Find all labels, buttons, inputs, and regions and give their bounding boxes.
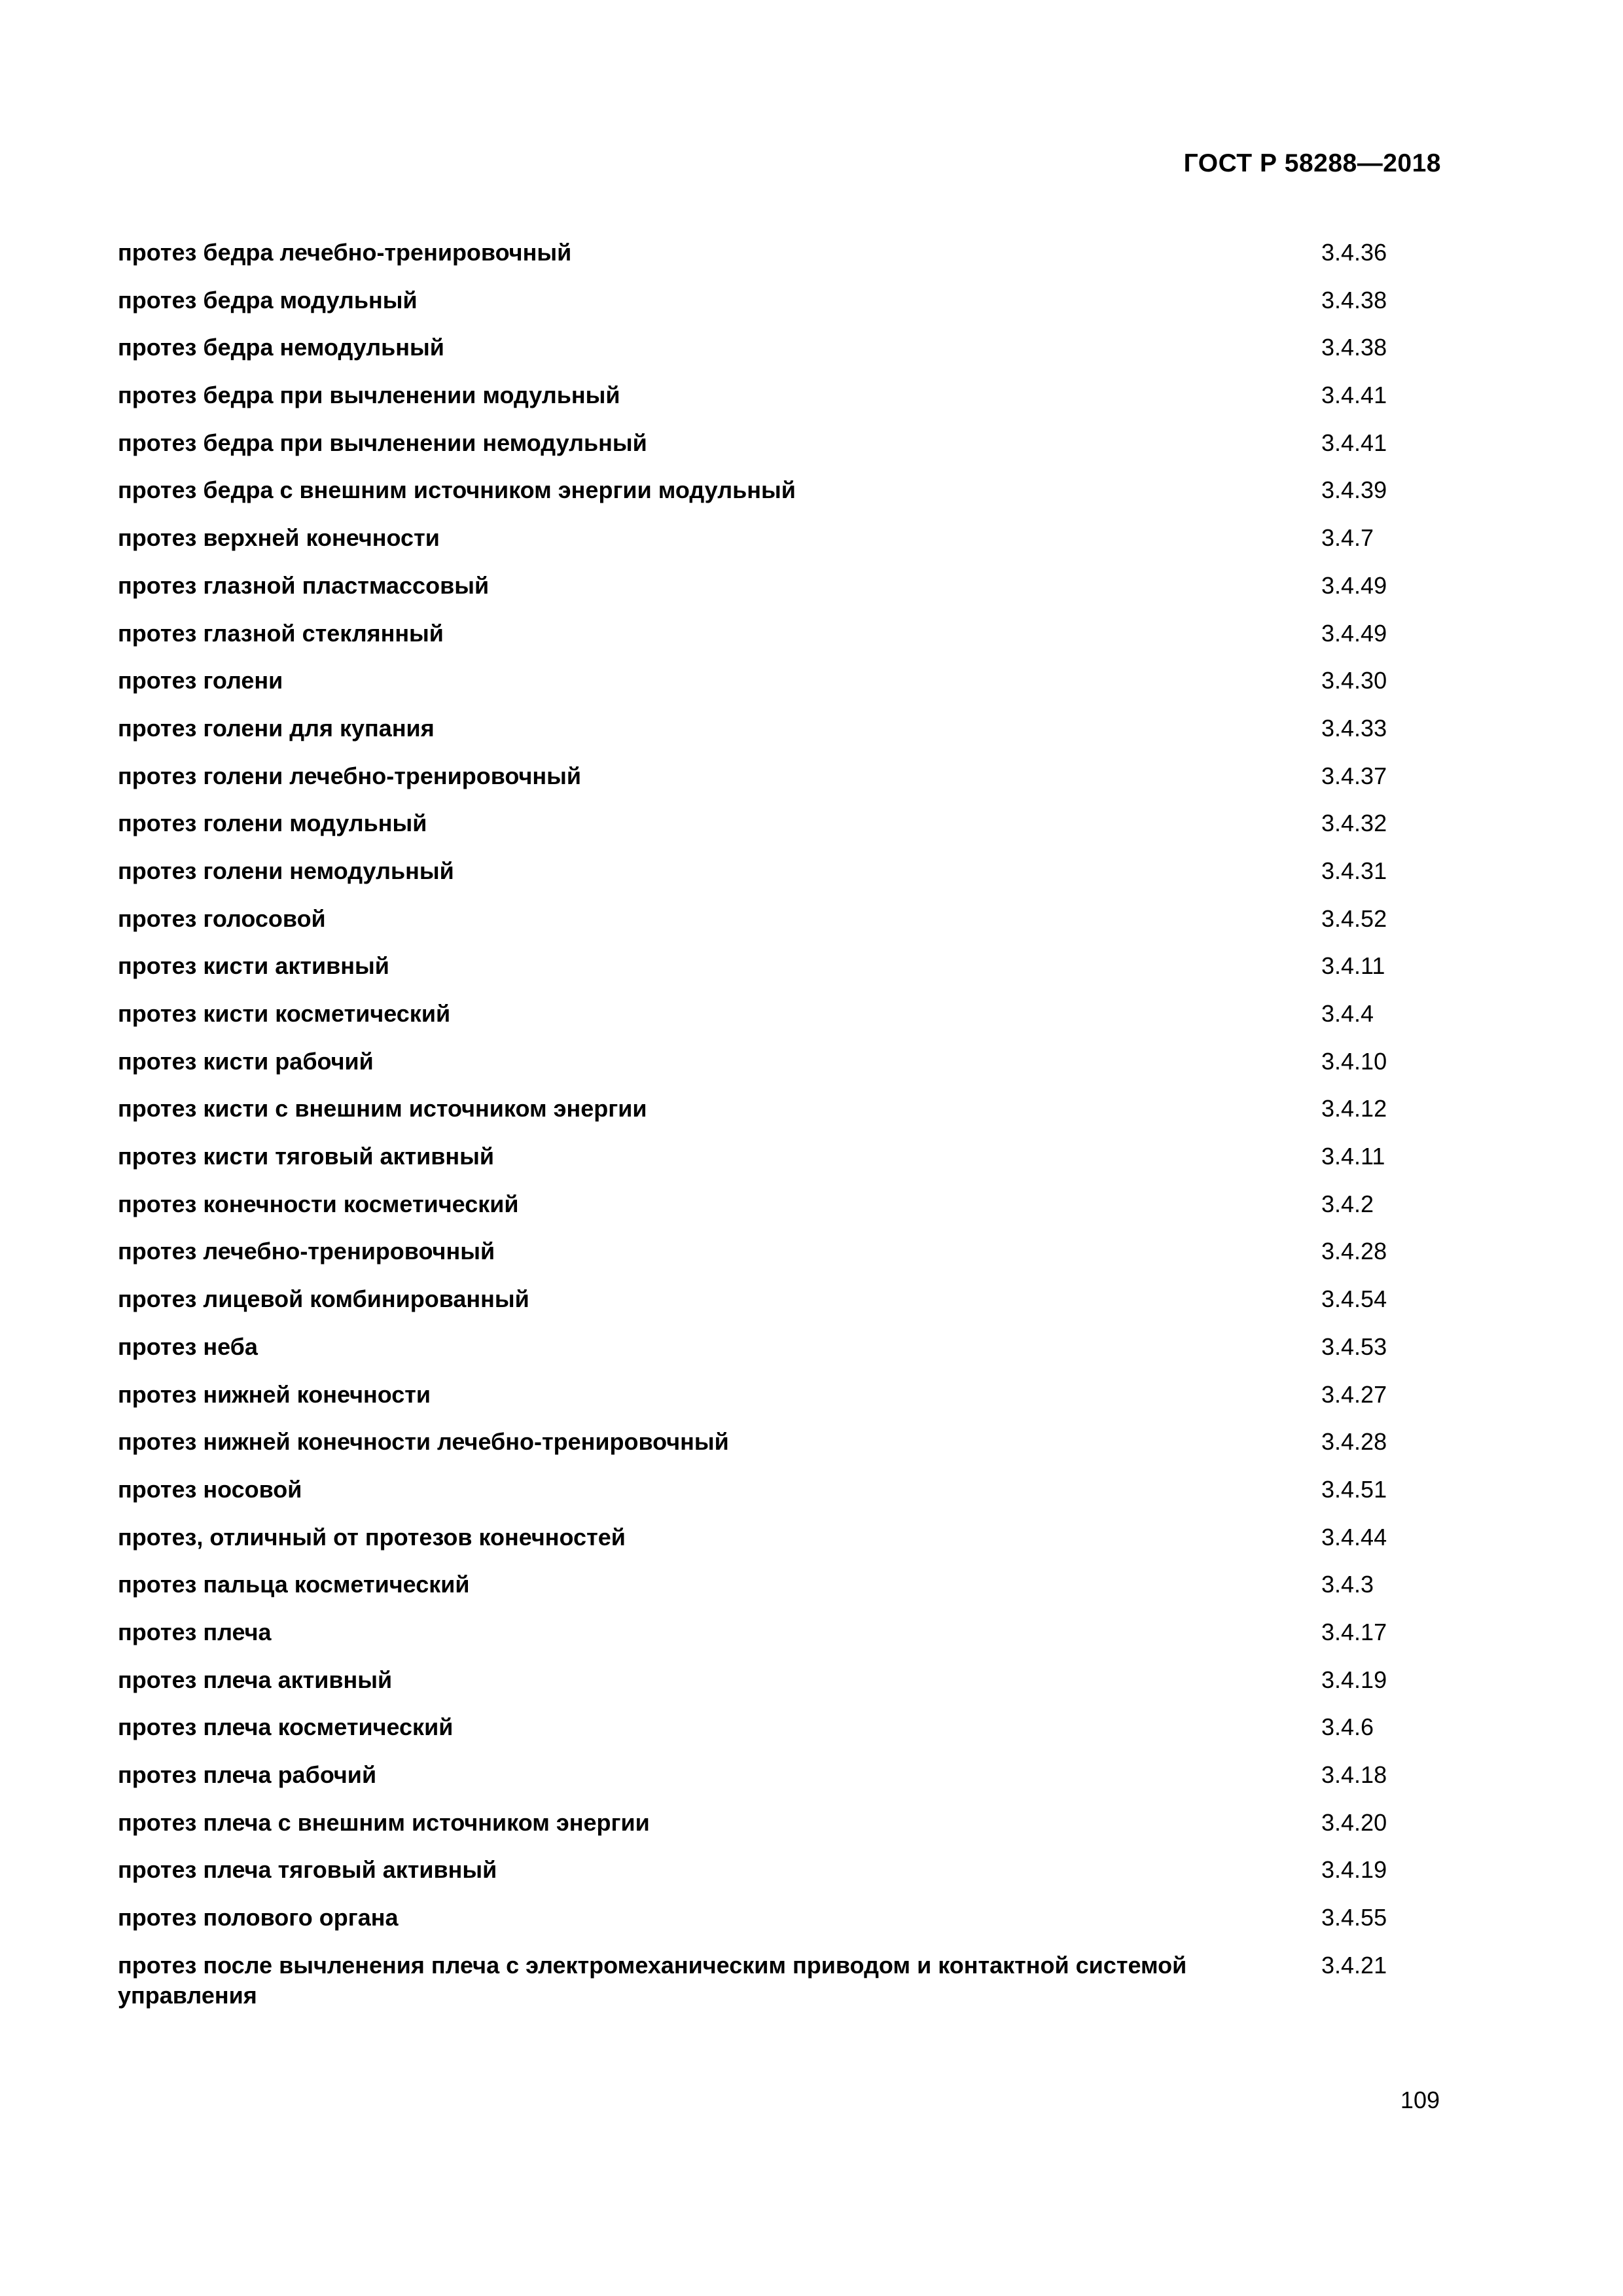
index-reference: 3.4.21 xyxy=(1321,1951,1387,1979)
index-term: протез полового органа xyxy=(118,1904,399,1931)
index-term: протез бедра при вычленении модульный xyxy=(118,382,620,409)
index-entry xyxy=(118,1808,1446,1856)
index-reference: 3.4.32 xyxy=(1321,810,1387,837)
index-entry xyxy=(118,1284,1446,1332)
index-term: протез лечебно-тренировочный xyxy=(118,1238,495,1265)
index-entry xyxy=(118,1522,1446,1570)
index-reference: 3.4.2 xyxy=(1321,1190,1374,1217)
index-reference: 3.4.53 xyxy=(1321,1333,1387,1360)
index-reference: 3.4.37 xyxy=(1321,762,1387,789)
index-entry xyxy=(118,1094,1446,1141)
index-reference: 3.4.4 xyxy=(1321,1000,1374,1027)
index-reference: 3.4.18 xyxy=(1321,1761,1387,1788)
index-entry xyxy=(118,856,1446,904)
index-reference: 3.4.49 xyxy=(1321,619,1387,647)
index-term: протез голени для купания xyxy=(118,714,435,742)
index-term: протез кисти косметический xyxy=(118,1000,451,1027)
index-entry xyxy=(118,1760,1446,1808)
index-term: протез кисти с внешним источником энергии xyxy=(118,1095,647,1122)
index-reference: 3.4.28 xyxy=(1321,1238,1387,1265)
index-entry xyxy=(118,1665,1446,1713)
index-term: протез голосовой xyxy=(118,905,326,932)
index-reference: 3.4.39 xyxy=(1321,476,1387,504)
index-term: протез плеча xyxy=(118,1618,272,1645)
index-reference: 3.4.52 xyxy=(1321,905,1387,932)
index-entry xyxy=(118,1855,1446,1903)
index-entry xyxy=(118,1475,1446,1522)
index-entry xyxy=(118,1903,1446,1950)
index-reference: 3.4.38 xyxy=(1321,286,1387,314)
index-reference: 3.4.49 xyxy=(1321,571,1387,599)
page-number: 109 xyxy=(1400,2087,1440,2113)
index-term: протез бедра немодульный xyxy=(118,334,444,361)
index-reference: 3.4.12 xyxy=(1321,1095,1387,1122)
index-entry xyxy=(118,1617,1446,1665)
index-entry xyxy=(118,1380,1446,1427)
index-entry xyxy=(118,666,1446,713)
index-reference: 3.4.19 xyxy=(1321,1666,1387,1693)
index-term: протез кисти рабочий xyxy=(118,1047,374,1075)
index-reference: 3.4.30 xyxy=(1321,667,1387,694)
index-term: протез плеча рабочий xyxy=(118,1761,377,1788)
index-term: протез кисти активный xyxy=(118,952,389,980)
index-entry xyxy=(118,571,1446,619)
index-term: протез лицевой комбинированный xyxy=(118,1285,529,1313)
index-reference: 3.4.27 xyxy=(1321,1380,1387,1408)
index-reference: 3.4.41 xyxy=(1321,382,1387,409)
index-entry xyxy=(118,951,1446,999)
index-term: протез глазной стеклянный xyxy=(118,619,444,647)
index-entry xyxy=(118,904,1446,952)
index-reference: 3.4.19 xyxy=(1321,1856,1387,1884)
index-reference: 3.4.11 xyxy=(1321,1143,1385,1170)
index-reference: 3.4.28 xyxy=(1321,1428,1387,1456)
index-entry xyxy=(118,713,1446,761)
index-term: протез голени лечебно-тренировочный xyxy=(118,762,581,789)
index-reference: 3.4.44 xyxy=(1321,1523,1387,1551)
index-entry xyxy=(118,332,1446,380)
index-term: протез бедра лечебно-тренировочный xyxy=(118,239,572,266)
index-term: протез бедра при вычленении немодульный xyxy=(118,429,647,456)
index-reference: 3.4.31 xyxy=(1321,857,1387,884)
index-term: протез плеча тяговый активный xyxy=(118,1856,497,1884)
index-term: протез голени модульный xyxy=(118,810,427,837)
index-term: протез нижней конечности лечебно-тренировочный xyxy=(118,1428,729,1456)
index-reference: 3.4.51 xyxy=(1321,1475,1387,1503)
index-entry xyxy=(118,1141,1446,1189)
index-entry xyxy=(118,1047,1446,1094)
index-term: протез, отличный от протезов конечностей xyxy=(118,1523,626,1551)
index-entry xyxy=(118,475,1446,523)
index-reference: 3.4.38 xyxy=(1321,334,1387,361)
index-entry xyxy=(118,380,1446,428)
index-entry xyxy=(118,1427,1446,1475)
index-term: протез после вычленения плеча с электромеханическим приводом и контактной системой управления xyxy=(118,1951,1187,2009)
index-entry xyxy=(118,238,1446,285)
index-term: протез неба xyxy=(118,1333,258,1360)
index-entry xyxy=(118,1950,1446,2011)
index-term: протез носовой xyxy=(118,1475,302,1503)
index-term: протез бедра с внешним источником энергии модульный xyxy=(118,476,796,504)
index-reference: 3.4.3 xyxy=(1321,1571,1374,1598)
index-reference: 3.4.36 xyxy=(1321,239,1387,266)
index-reference: 3.4.20 xyxy=(1321,1808,1387,1836)
document-code: ГОСТ Р 58288—2018 xyxy=(1183,149,1441,177)
index-entry xyxy=(118,523,1446,571)
index-entry xyxy=(118,761,1446,809)
index-term: протез верхней конечности xyxy=(118,524,440,552)
index-entry xyxy=(118,1712,1446,1760)
index-term: протез бедра модульный xyxy=(118,286,418,314)
index-term: протез нижней конечности xyxy=(118,1380,431,1408)
index-term: протез конечности косметический xyxy=(118,1190,519,1217)
index-entry xyxy=(118,1236,1446,1284)
index-reference: 3.4.54 xyxy=(1321,1285,1387,1313)
index-entry xyxy=(118,808,1446,856)
index-entry xyxy=(118,619,1446,666)
term-index-list xyxy=(118,238,1446,2011)
index-reference: 3.4.55 xyxy=(1321,1904,1387,1931)
index-term: протез голени xyxy=(118,667,283,694)
index-entry xyxy=(118,999,1446,1047)
index-reference: 3.4.33 xyxy=(1321,714,1387,742)
index-entry xyxy=(118,1189,1446,1237)
index-term: протез плеча с внешним источником энергии xyxy=(118,1808,650,1836)
index-reference: 3.4.17 xyxy=(1321,1618,1387,1645)
index-entry xyxy=(118,428,1446,476)
index-entry xyxy=(118,1332,1446,1380)
index-entry xyxy=(118,1570,1446,1617)
index-reference: 3.4.41 xyxy=(1321,429,1387,456)
index-term: протез кисти тяговый активный xyxy=(118,1143,495,1170)
index-entry xyxy=(118,285,1446,333)
index-reference: 3.4.6 xyxy=(1321,1713,1374,1741)
index-term: протез голени немодульный xyxy=(118,857,454,884)
index-term: протез пальца косметический xyxy=(118,1571,470,1598)
index-reference: 3.4.7 xyxy=(1321,524,1374,552)
index-term: протез плеча косметический xyxy=(118,1713,454,1741)
index-term: протез глазной пластмассовый xyxy=(118,571,490,599)
index-term: протез плеча активный xyxy=(118,1666,393,1693)
index-reference: 3.4.11 xyxy=(1321,952,1385,980)
index-reference: 3.4.10 xyxy=(1321,1047,1387,1075)
